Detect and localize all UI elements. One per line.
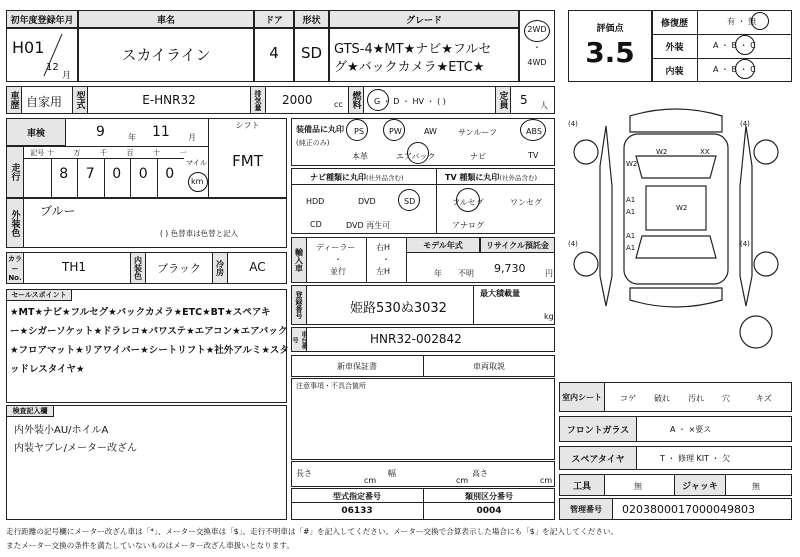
sales-point-line: ★MT★ナビ★フルセグ★バックカメラ★ETC★BT★スペアキ (10, 307, 271, 318)
mileage-header: 百 (126, 149, 134, 157)
mileage-header: 千 (100, 149, 107, 157)
width-cm: cm (456, 476, 469, 485)
mileage-header: 一 (179, 149, 187, 157)
spare-value: T ・ 修理 KIT ・ 欠 (660, 454, 731, 463)
drive-4wd: 4WD (527, 58, 547, 67)
usage: 自家用 (26, 95, 63, 109)
equip-pw: PW (389, 127, 402, 136)
sales-point-line: ッドレスタイヤ★ (10, 364, 85, 375)
dimensions-box (291, 461, 555, 487)
interior-color: ブラック (157, 262, 201, 275)
drive-2wd: 2WD (527, 25, 547, 34)
car-name: スカイライン (121, 46, 211, 64)
tools-label: 工具 (559, 474, 605, 496)
score-value: 3.5 (585, 36, 635, 69)
sd-circle (398, 189, 420, 211)
mileage-header: 十 (153, 149, 160, 157)
reg-month-unit: 月 (62, 71, 72, 81)
model-year-label: モデル年式 (406, 237, 480, 253)
registration-label: 登録番号 (295, 291, 303, 319)
navi-hdd: HDD (306, 197, 325, 206)
manual: 車両取説 (473, 362, 505, 371)
km-label: km (191, 177, 204, 186)
shift-label: シフト (235, 121, 260, 130)
model-designation: 06133 (341, 506, 373, 516)
interior-label: 内装 (665, 67, 684, 77)
interior-color-label: 内装色 (133, 256, 143, 280)
tv-analog: アナログ (452, 221, 484, 230)
car-diagram (560, 86, 792, 380)
shape: SD (300, 44, 323, 62)
equip-tv: TV (528, 151, 539, 160)
width-label: 幅 (388, 469, 396, 478)
tv-label: TV 種類に丸印(社外品含む) (445, 173, 538, 182)
height-label: 高さ (472, 469, 488, 478)
jack-value: 無 (752, 482, 760, 491)
import-dealer: ディーラー (316, 243, 356, 252)
mileage-digit: 0 (165, 166, 175, 182)
new-car-warranty: 新車保証書 (337, 362, 377, 371)
jack-label: ジャッキ (674, 474, 726, 496)
import-right: 右H (376, 243, 391, 252)
damage-mark: A1 (626, 232, 636, 240)
exterior-label: 外装 (665, 43, 684, 53)
inspection-month: 11 (152, 124, 170, 140)
model-designation-label: 型式指定番号 (333, 492, 381, 501)
equipment-label: 装備品に丸印 (296, 125, 344, 134)
side-number: (4) (568, 120, 578, 128)
reg-month: 12 (46, 62, 59, 73)
mileage-header: 万 (73, 149, 81, 157)
navi-dvd: DVD (358, 197, 376, 206)
recycle-value: 9,730 (494, 262, 526, 275)
mileage-header: 記号 (30, 149, 45, 157)
interior-circle (735, 59, 755, 79)
mileage-digit: 8 (59, 166, 69, 182)
windshield-value: A ・ ×要ス (670, 425, 712, 434)
notes-label: 注意事項・不具合箇所 (296, 382, 366, 390)
interior-grades: A ・ B ・ C (713, 65, 756, 74)
door-label: ドア (254, 10, 294, 28)
repair-options: 有 ・ 無 (727, 17, 757, 26)
equipment-label2: (純正のみ) (296, 139, 330, 147)
mgmt-value: 0203800017000049803 (622, 503, 755, 516)
exterior-grades: A ・ B ・ C (713, 41, 756, 50)
inspector-line1: 内外装小AU/ホイルA (14, 425, 109, 436)
import-parallel: 並行 (330, 267, 346, 276)
shift: FMT (232, 152, 263, 170)
color-note: ( ) 色替車は色替と記入 (160, 229, 239, 238)
sales-point-line: ★フロアマット★リアワイパー★シートリフト★社外アルミ★スタ (10, 345, 289, 356)
chassis-value: HNR32-002842 (370, 332, 462, 346)
seat-option: 汚れ (688, 394, 704, 403)
car-name-label: 車名 (78, 10, 254, 28)
mgmt-label: 管理番号 (559, 498, 613, 520)
inspection-year: 9 (96, 124, 105, 140)
damage-mark: W2 (676, 204, 688, 212)
max-load-label: 最大積載量 (480, 289, 520, 298)
recycle-yen: 円 (545, 269, 553, 278)
tv-fullseg: フルセグ (452, 198, 484, 207)
repair-circle (751, 12, 769, 30)
recycle-label: リサイクル預託金 (480, 237, 555, 253)
color-no-label: カラーNo. (6, 252, 24, 284)
sales-points-label: セールスポイント (6, 289, 72, 301)
score-label: 評価点 (596, 24, 624, 34)
import-left: 左H (376, 267, 391, 276)
inspection-year-unit: 年 (128, 133, 136, 142)
capacity: 5 (520, 93, 528, 107)
side-number: (4) (568, 240, 578, 248)
ac-label: 冷房 (215, 260, 225, 276)
equip-sunroof: サンルーフ (458, 128, 497, 137)
reg-year: H01 (12, 38, 45, 57)
navi-sd: SD (404, 197, 416, 206)
cc-unit: cc (334, 100, 343, 109)
windshield-label: フロントガラス (559, 416, 637, 442)
color-no: TH1 (62, 260, 86, 274)
grade-label: グレード (329, 10, 519, 28)
import-dot2: ・ (382, 255, 390, 264)
side-number: (4) (740, 240, 750, 248)
fuel-label: 燃料 (350, 91, 361, 109)
tv-oneseg: ワンセグ (510, 198, 542, 207)
capacity-label: 定員 (497, 91, 508, 109)
damage-mark: W2 (656, 148, 668, 156)
ac-value: AC (249, 260, 266, 274)
import-label: 輸入車 (294, 248, 304, 272)
mile-label: マイル (186, 159, 207, 167)
drive-dot: ・ (533, 43, 541, 52)
damage-mark: A1 (626, 196, 636, 204)
fullseg-circle (456, 188, 480, 212)
seat-option: コゲ (620, 394, 636, 403)
ps-circle (346, 119, 368, 141)
grade-line2: グ★バックカメラ★ETC★ (334, 60, 485, 75)
abs-circle (520, 119, 546, 141)
navi-label: ナビ種類に丸印(社外品含む) (310, 173, 404, 182)
damage-mark: W2 (626, 160, 638, 168)
max-load-unit: kg (544, 312, 554, 321)
usage-label: 車歴 (8, 91, 19, 109)
mileage-digit: 0 (138, 166, 148, 182)
model: E-HNR32 (142, 93, 196, 107)
footer-line2: またメーター交換の条件を満たしていないものはメーター改ざん車扱いとなります。 (6, 541, 294, 550)
seat-option: キズ (756, 394, 772, 403)
equip-ps: PS (354, 127, 364, 136)
equip-airbag: エアバック (396, 152, 436, 161)
spare-label: スペアタイヤ (559, 446, 637, 470)
model-year-unit: 年 (434, 269, 442, 278)
repair-label: 修復歴 (660, 19, 688, 29)
chassis-label: 車台番号 (291, 330, 307, 349)
damage-mark: A1 (626, 208, 636, 216)
equip-leather: 本革 (352, 152, 368, 161)
airbag-circle (407, 142, 429, 164)
inspector-label: 検査記入欄 (6, 405, 54, 417)
equip-abs: ABS (526, 127, 542, 136)
mileage-label: 走行 (9, 163, 20, 181)
mileage-digit: 7 (85, 166, 95, 182)
exterior-circle (735, 35, 755, 55)
inspection-label: 車検 (6, 118, 66, 146)
equip-navi: ナビ (470, 152, 486, 161)
damage-mark: A1 (626, 244, 636, 252)
shape-label: 形状 (294, 10, 329, 28)
inspection-month-unit: 月 (188, 133, 196, 142)
first-reg-label: 初年度登録年月 (6, 10, 78, 28)
navi-dvd-play: DVD 再生可 (346, 221, 391, 230)
displacement: 2000 (282, 93, 313, 107)
footer-line1: 走行距離の記号欄にメーター改ざん車は「*」、メーター交換車は「$」、走行不明車は「#」を記入してください。メーター交換で合算表示した場合にも「$」を記入してください。 (6, 527, 619, 536)
model-label: 型式 (74, 91, 85, 109)
color-value: ブルー (40, 204, 76, 218)
model-year-unknown: 不明 (458, 269, 474, 278)
side-number: (4) (740, 120, 750, 128)
equip-aw: AW (424, 127, 437, 136)
color-label: 外装色 (9, 209, 20, 237)
fuel-circle (367, 89, 389, 111)
navi-cd: CD (310, 220, 322, 229)
sales-point-line: ー★シガーソケット★ドラレコ★パワステ★エアコン★エアバック (10, 326, 288, 337)
class-label: 類別区分番号 (465, 492, 513, 501)
fuel-options: G ・ D ・ HV ・ ( ) (374, 97, 446, 106)
pw-circle (383, 119, 405, 141)
seat-option: 破れ (654, 394, 670, 403)
damage-mark: XX (700, 148, 710, 156)
mileage-header: 十 (47, 149, 54, 157)
seat-label: 室内シート (559, 382, 605, 412)
displacement-label: 排気量 (254, 89, 262, 111)
grade-line1: GTS-4★MT★ナビ★フルセ (334, 42, 492, 57)
import-dot: ・ (334, 255, 342, 264)
height-cm: cm (540, 476, 553, 485)
class-code: 0004 (476, 506, 502, 516)
mileage-digit: 0 (112, 166, 122, 182)
length-cm: cm (364, 476, 377, 485)
registration-value: 姫路530ぬ3032 (350, 301, 447, 316)
seat-option: 穴 (722, 394, 730, 403)
doors: 4 (269, 44, 279, 62)
length-label: 長さ (296, 469, 312, 478)
tools-value: 無 (634, 482, 642, 491)
capacity-unit: 人 (540, 101, 548, 110)
inspector-line2: 内装ヤブレ/メーター改ざん (14, 443, 137, 454)
